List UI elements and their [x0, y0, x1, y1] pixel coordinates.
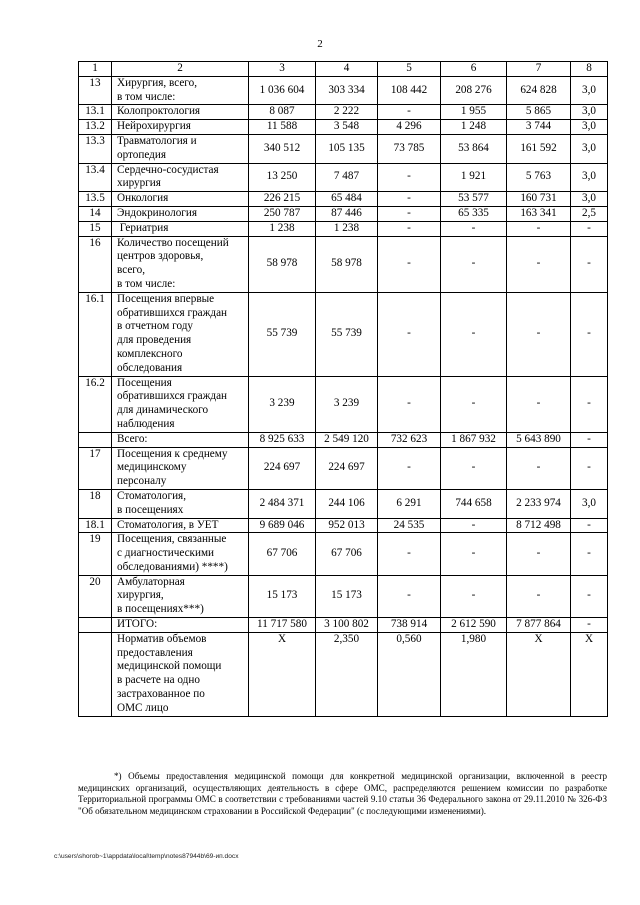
- value-cell: 8 712 498: [507, 518, 571, 533]
- value-cell: 73 785: [378, 134, 441, 163]
- row-label-line: хирургия: [117, 177, 161, 190]
- header-cell: 2: [112, 62, 249, 77]
- value-cell: 5 643 890: [507, 432, 571, 447]
- row-label-line: Травматология и: [117, 134, 197, 147]
- value-cell: 65 335: [441, 206, 507, 221]
- row-label-line: в том числе:: [117, 90, 176, 103]
- value-cell: -: [571, 518, 608, 533]
- row-number-cell: 16: [79, 236, 112, 292]
- row-label-line: Сердечно-сосудистая: [117, 163, 219, 176]
- row-number-cell: 13.1: [79, 105, 112, 120]
- value-cell: -: [571, 236, 608, 292]
- value-cell: 2 222: [316, 105, 378, 120]
- value-cell: 160 731: [507, 192, 571, 207]
- value-cell: -: [571, 221, 608, 236]
- header-cell: 7: [507, 62, 571, 77]
- header-cell: 5: [378, 62, 441, 77]
- row-label-line: комплексного: [117, 347, 183, 360]
- table-row: [79, 518, 608, 533]
- table-row: [79, 236, 608, 292]
- value-cell: 1 921: [441, 163, 507, 192]
- value-cell: Х: [507, 632, 571, 716]
- row-number-cell: 13.5: [79, 192, 112, 207]
- row-label-line: персоналу: [117, 475, 167, 488]
- value-cell: 53 577: [441, 192, 507, 207]
- table-body: [79, 62, 608, 717]
- value-cell: 1,980: [441, 632, 507, 716]
- row-number-cell: 13.4: [79, 163, 112, 192]
- header-cell: 8: [571, 62, 608, 77]
- value-cell: 55 739: [316, 292, 378, 376]
- row-number-cell: 20: [79, 575, 112, 617]
- value-cell: 3 239: [316, 376, 378, 432]
- value-cell: 3,0: [571, 120, 608, 135]
- value-cell: 6 291: [378, 489, 441, 518]
- value-cell: -: [378, 105, 441, 120]
- value-cell: -: [378, 221, 441, 236]
- row-label-line: в расчете на одно: [117, 674, 200, 687]
- header-cell: 4: [316, 62, 378, 77]
- row-number-cell: 13.2: [79, 120, 112, 135]
- row-label-line: всего,: [117, 264, 145, 277]
- row-number-cell: 14: [79, 206, 112, 221]
- row-label-cell: [112, 120, 249, 135]
- table-row: [79, 120, 608, 135]
- value-cell: 7 877 864: [507, 618, 571, 633]
- value-cell: 9 689 046: [249, 518, 316, 533]
- value-cell: 1 238: [316, 221, 378, 236]
- row-label-line: Посещения впервые: [117, 292, 215, 305]
- value-cell: 67 706: [249, 533, 316, 575]
- value-cell: 952 013: [316, 518, 378, 533]
- table-row: [79, 76, 608, 105]
- table-row: [79, 292, 608, 376]
- value-cell: -: [571, 447, 608, 489]
- value-cell: 163 341: [507, 206, 571, 221]
- value-cell: Х: [571, 632, 608, 716]
- page-number: 2: [317, 38, 323, 50]
- row-label-line: Онкология: [117, 192, 169, 205]
- row-label-cell: [112, 76, 249, 105]
- table-row: [79, 533, 608, 575]
- value-cell: -: [507, 376, 571, 432]
- table-header-row: [79, 62, 608, 77]
- header-cell: 1: [79, 62, 112, 77]
- row-number-cell: 18: [79, 489, 112, 518]
- value-cell: -: [378, 292, 441, 376]
- value-cell: 0,560: [378, 632, 441, 716]
- row-number-cell: 16.2: [79, 376, 112, 432]
- value-cell: 1 955: [441, 105, 507, 120]
- value-cell: 24 535: [378, 518, 441, 533]
- row-label-cell: [112, 292, 249, 376]
- row-label-line: наблюдения: [117, 417, 175, 430]
- value-cell: 250 787: [249, 206, 316, 221]
- row-label-line: в посещениях***): [117, 603, 204, 616]
- value-cell: 5 763: [507, 163, 571, 192]
- value-cell: -: [441, 533, 507, 575]
- value-cell: 3 239: [249, 376, 316, 432]
- value-cell: -: [507, 292, 571, 376]
- row-label-cell: [112, 518, 249, 533]
- row-label-line: ОМС лицо: [117, 701, 169, 714]
- row-label-cell: [112, 432, 249, 447]
- value-cell: -: [378, 575, 441, 617]
- value-cell: 3 744: [507, 120, 571, 135]
- value-cell: 58 978: [316, 236, 378, 292]
- value-cell: 8 087: [249, 105, 316, 120]
- row-number-cell: 17: [79, 447, 112, 489]
- value-cell: 1 238: [249, 221, 316, 236]
- value-cell: 624 828: [507, 76, 571, 105]
- value-cell: 1 867 932: [441, 432, 507, 447]
- row-number-cell: 18.1: [79, 518, 112, 533]
- row-label-line: хирургия,: [117, 589, 164, 602]
- row-label-line: обратившихся граждан: [117, 306, 228, 319]
- value-cell: 744 658: [441, 489, 507, 518]
- row-label-line: Эндокринология: [117, 206, 198, 219]
- header-cell: 3: [249, 62, 316, 77]
- value-cell: 108 442: [378, 76, 441, 105]
- value-cell: 226 215: [249, 192, 316, 207]
- value-cell: -: [441, 447, 507, 489]
- value-cell: 3,0: [571, 76, 608, 105]
- value-cell: -: [441, 518, 507, 533]
- value-cell: 1 248: [441, 120, 507, 135]
- value-cell: 224 697: [316, 447, 378, 489]
- row-label-cell: [112, 236, 249, 292]
- row-label-cell: [112, 105, 249, 120]
- value-cell: 11 717 580: [249, 618, 316, 633]
- value-cell: -: [378, 206, 441, 221]
- value-cell: 3,0: [571, 489, 608, 518]
- row-label-line: Хирургия, всего,: [117, 76, 198, 89]
- row-number-cell: 13.3: [79, 134, 112, 163]
- value-cell: 13 250: [249, 163, 316, 192]
- value-cell: 303 334: [316, 76, 378, 105]
- value-cell: -: [507, 236, 571, 292]
- row-label-cell: [112, 192, 249, 207]
- value-cell: -: [441, 575, 507, 617]
- volume-table: [78, 61, 608, 717]
- row-label-line: Посещения: [117, 376, 172, 389]
- value-cell: -: [571, 292, 608, 376]
- header-cell: 6: [441, 62, 507, 77]
- row-label-line: ортопедия: [117, 148, 167, 161]
- row-label-line: Норматив объемов: [117, 632, 207, 645]
- row-label-line: для динамического: [117, 404, 209, 417]
- value-cell: -: [378, 447, 441, 489]
- row-number-cell: [79, 432, 112, 447]
- value-cell: 7 487: [316, 163, 378, 192]
- table-row: [79, 221, 608, 236]
- table-row: [79, 105, 608, 120]
- row-label-cell: [112, 618, 249, 633]
- row-label-line: Стоматология,: [117, 489, 186, 502]
- value-cell: 4 296: [378, 120, 441, 135]
- value-cell: -: [571, 432, 608, 447]
- value-cell: 161 592: [507, 134, 571, 163]
- value-cell: 105 135: [316, 134, 378, 163]
- value-cell: 8 925 633: [249, 432, 316, 447]
- row-label-cell: [112, 376, 249, 432]
- value-cell: 244 106: [316, 489, 378, 518]
- row-number-cell: 16.1: [79, 292, 112, 376]
- row-label-line: медицинскому: [117, 461, 187, 474]
- value-cell: 11 588: [249, 120, 316, 135]
- value-cell: -: [378, 163, 441, 192]
- table-row: [79, 192, 608, 207]
- row-label-line: предоставления: [117, 646, 193, 659]
- row-label-cell: [112, 489, 249, 518]
- row-label-line: Посещения, связанные: [117, 533, 227, 546]
- table-row: [79, 575, 608, 617]
- row-label-line: в отчетном году: [117, 320, 194, 333]
- file-path: c:\users\shorob~1\appdata\local\temp\notes87944b\69-ип.docx: [54, 853, 239, 860]
- value-cell: -: [507, 575, 571, 617]
- value-cell: -: [571, 376, 608, 432]
- row-label-line: Колопроктология: [117, 105, 201, 118]
- value-cell: -: [378, 376, 441, 432]
- table-row: [79, 632, 608, 716]
- row-label-cell: [112, 163, 249, 192]
- value-cell: 208 276: [441, 76, 507, 105]
- value-cell: 1 036 604: [249, 76, 316, 105]
- row-number-cell: [79, 632, 112, 716]
- row-label-line: ИТОГО:: [117, 618, 158, 631]
- value-cell: -: [378, 236, 441, 292]
- table-row: [79, 206, 608, 221]
- value-cell: -: [441, 376, 507, 432]
- row-label-cell: [112, 575, 249, 617]
- value-cell: 58 978: [249, 236, 316, 292]
- value-cell: -: [441, 292, 507, 376]
- value-cell: -: [378, 192, 441, 207]
- value-cell: Х: [249, 632, 316, 716]
- table-row: [79, 376, 608, 432]
- row-label-line: Нейрохирургия: [117, 120, 191, 133]
- table-row: [79, 618, 608, 633]
- row-label-line: Гериатрия: [117, 221, 169, 234]
- footnote: *) Объемы предоставления медицинской помощи для конкретной медицинской организации, включенной в реестр медицинских организаций, осуществляющих деятельность в сфере ОМС, распределяются решением комиссии по разработке Территориальной программы ОМС в соответствии с требованиями частей 9.10 статьи 36 Федерального закона от 29.11.2010 № 326-ФЗ "Об обязательном медицинском страховании в Российской Федерации" (с последующими изменениями).: [78, 771, 607, 816]
- row-label-line: застрахованное по: [117, 688, 205, 701]
- row-label-cell: [112, 533, 249, 575]
- row-label-line: с диагностическими: [117, 547, 215, 560]
- value-cell: -: [441, 236, 507, 292]
- value-cell: 15 173: [249, 575, 316, 617]
- table-row: [79, 163, 608, 192]
- row-label-line: центров здоровья,: [117, 250, 204, 263]
- value-cell: 65 484: [316, 192, 378, 207]
- row-number-cell: 13: [79, 76, 112, 105]
- value-cell: 3,0: [571, 163, 608, 192]
- row-label-line: обследованиями) ****): [117, 560, 228, 573]
- value-cell: 3,0: [571, 134, 608, 163]
- value-cell: -: [571, 618, 608, 633]
- row-label-line: обследования: [117, 361, 183, 374]
- table-row: [79, 489, 608, 518]
- row-number-cell: 15: [79, 221, 112, 236]
- value-cell: 2,350: [316, 632, 378, 716]
- value-cell: -: [507, 533, 571, 575]
- value-cell: -: [507, 221, 571, 236]
- value-cell: 224 697: [249, 447, 316, 489]
- value-cell: -: [441, 221, 507, 236]
- value-cell: 15 173: [316, 575, 378, 617]
- value-cell: -: [378, 533, 441, 575]
- value-cell: -: [507, 447, 571, 489]
- row-label-line: в том числе:: [117, 277, 176, 290]
- row-number-cell: [79, 618, 112, 633]
- row-label-cell: [112, 134, 249, 163]
- value-cell: 2 549 120: [316, 432, 378, 447]
- row-label-cell: [112, 206, 249, 221]
- value-cell: 738 914: [378, 618, 441, 633]
- row-number-cell: 19: [79, 533, 112, 575]
- row-label-cell: [112, 632, 249, 716]
- row-label-line: Стоматология, в УЕТ: [117, 518, 219, 531]
- row-label-cell: [112, 221, 249, 236]
- value-cell: 732 623: [378, 432, 441, 447]
- value-cell: 67 706: [316, 533, 378, 575]
- value-cell: 3 548: [316, 120, 378, 135]
- row-label-line: Посещения к среднему: [117, 447, 228, 460]
- value-cell: 2 484 371: [249, 489, 316, 518]
- row-label-line: Количество посещений: [117, 236, 229, 249]
- row-label-line: Всего:: [117, 432, 148, 445]
- row-label-line: обратившихся граждан: [117, 390, 228, 403]
- value-cell: 55 739: [249, 292, 316, 376]
- value-cell: 340 512: [249, 134, 316, 163]
- value-cell: 2 233 974: [507, 489, 571, 518]
- row-label-cell: [112, 447, 249, 489]
- row-label-line: для проведения: [117, 334, 192, 347]
- value-cell: 87 446: [316, 206, 378, 221]
- value-cell: 2,5: [571, 206, 608, 221]
- table-row: [79, 447, 608, 489]
- value-cell: 3,0: [571, 105, 608, 120]
- value-cell: 53 864: [441, 134, 507, 163]
- value-cell: 3,0: [571, 192, 608, 207]
- table-row: [79, 432, 608, 447]
- row-label-line: в посещениях: [117, 503, 184, 516]
- value-cell: 3 100 802: [316, 618, 378, 633]
- value-cell: 5 865: [507, 105, 571, 120]
- row-label-line: Амбулаторная: [117, 575, 185, 588]
- value-cell: -: [571, 575, 608, 617]
- value-cell: 2 612 590: [441, 618, 507, 633]
- row-label-line: медицинской помощи: [117, 660, 222, 673]
- table-row: [79, 134, 608, 163]
- value-cell: -: [571, 533, 608, 575]
